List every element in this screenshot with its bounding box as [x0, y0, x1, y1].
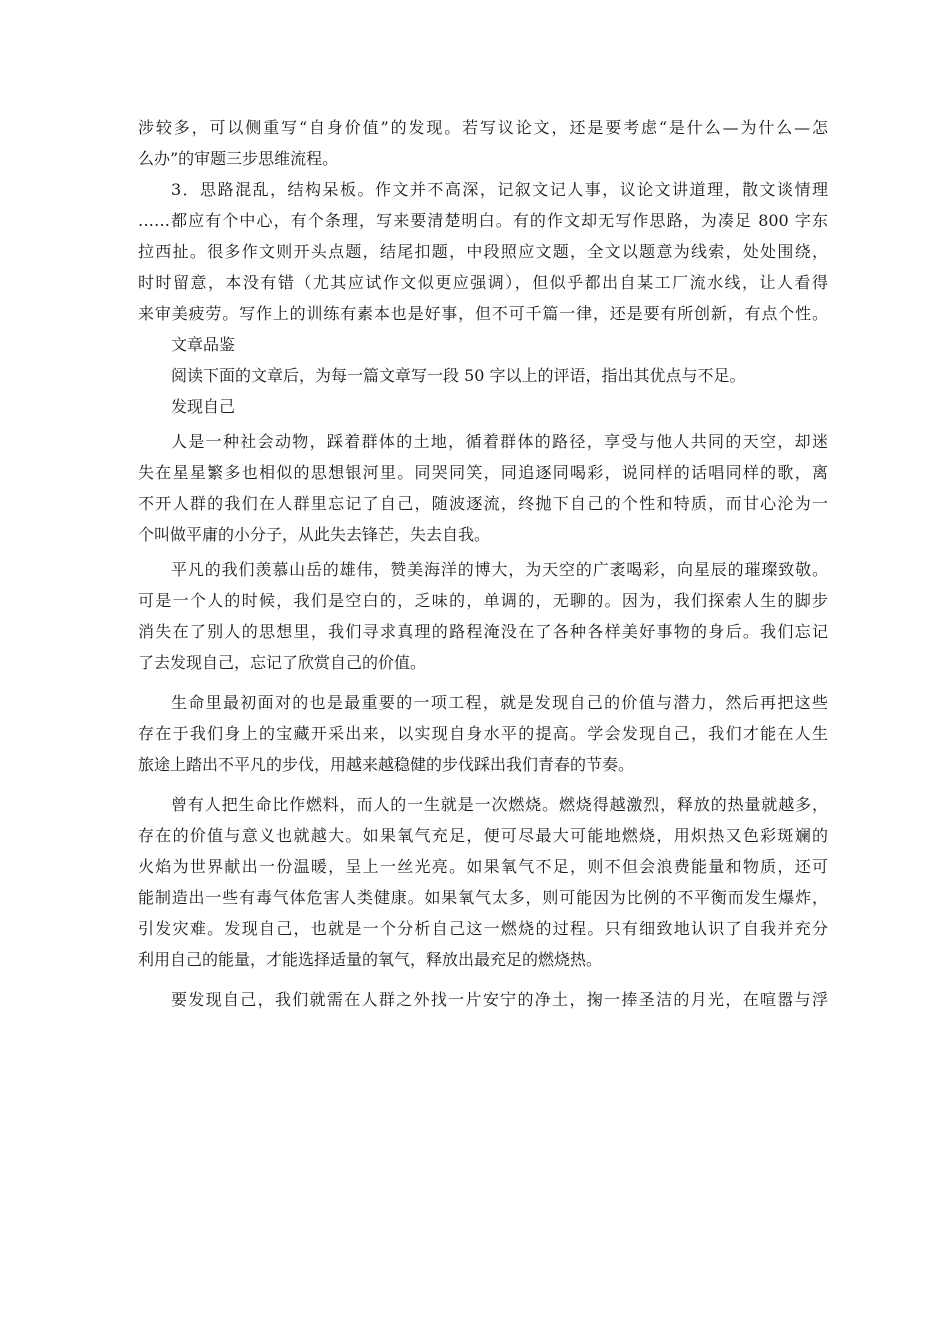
text-line: 火焰为世界献出一份温暖，呈上一丝光亮。如果氧气不足，则不但会浪费能量和物质，还可	[138, 857, 828, 876]
paragraph-structure-issue	[138, 174, 828, 329]
essay-title-text: 发现自己	[171, 397, 236, 416]
text-line: 来审美疲劳。写作上的训练有素本也是好事，但不可千篇一律，还是要有所创新，有点个性。	[138, 304, 828, 323]
text-line: 么办”的审题三步思维流程。	[138, 149, 339, 168]
text-line: 平凡的我们羡慕山岳的雄伟，赞美海洋的博大，为天空的广袤喝彩，向星辰的璀璨致敬。	[171, 560, 828, 579]
paragraph-continuation	[138, 112, 828, 174]
instruction-text: 阅读下面的文章后，为每一篇文章写一段 50 字以上的评语，指出其优点与不足。	[171, 366, 746, 385]
text-line: 利用自己的能量，才能选择适量的氧气，释放出最充足的燃烧热。	[138, 950, 603, 969]
text-line: 生命里最初面对的也是最重要的一项工程，就是发现自己的价值与潜力，然后再把这些	[171, 693, 828, 712]
text-line: 涉较多，可以侧重写“自身价值”的发现。若写议论文，还是要考虑“是什么—为什么—怎	[138, 118, 828, 137]
section-heading	[138, 329, 828, 360]
text-line: 3．思路混乱，结构呆板。作文并不高深，记叙文记人事，议论文讲道理，散文谈情理	[171, 180, 828, 199]
document-page	[138, 112, 828, 1015]
essay-paragraph	[138, 984, 828, 1015]
essay-paragraph	[138, 789, 828, 975]
instruction	[138, 360, 828, 391]
text-line: 能制造出一些有毒气体危害人类健康。如果氧气太多，则可能因为比例的不平衡而发生爆炸，	[138, 888, 828, 907]
essay-paragraph	[138, 687, 828, 780]
text-line: 旅途上踏出不平凡的步伐，用越来越稳健的步伐踩出我们青春的节奏。	[138, 755, 635, 774]
text-line: 拉西扯。很多作文则开头点题，结尾扣题，中段照应文题，全文以题意为线索，处处围绕，	[138, 242, 828, 261]
text-line: 存在的价值与意义也就越大。如果氧气充足，便可尽最大可能地燃烧，用炽热又色彩斑斓的	[138, 826, 828, 845]
essay-paragraph	[138, 554, 828, 678]
text-line: 引发灾难。发现自己，也就是一个分析自己这一燃烧的过程。只有细致地认识了自我并充分	[138, 919, 828, 938]
text-line: 要发现自己，我们就需在人群之外找一片安宁的净土，掬一捧圣洁的月光，在喧嚣与浮	[171, 990, 828, 1009]
text-line: 人是一种社会动物，踩着群体的土地，循着群体的路径，享受与他人共同的天空，却迷	[171, 432, 828, 451]
text-line: 存在于我们身上的宝藏开采出来，以实现自身水平的提高。学会发现自己，我们才能在人生	[138, 724, 828, 743]
text-line: 不开人群的我们在人群里忘记了自己，随波逐流，终抛下自己的个性和特质，而甘心沦为一	[138, 494, 828, 513]
text-line: 消失在了别人的思想里，我们寻求真理的路程淹没在了各种各样美好事物的身后。我们忘记	[138, 622, 828, 641]
section-heading-text: 文章品鉴	[171, 335, 236, 354]
text-line: ……都应有个中心，有个条理，写来要清楚明白。有的作文却无写作思路，为凑足 800 字东	[138, 211, 828, 230]
text-line: 个叫做平庸的小分子，从此失去锋芒，失去自我。	[138, 525, 491, 544]
text-line: 可是一个人的时候，我们是空白的，乏味的，单调的，无聊的。因为，我们探索人生的脚步	[138, 591, 828, 610]
text-line: 失在星星繁多也相似的思想银河里。同哭同笑，同追逐同喝彩，说同样的话唱同样的歌，离	[138, 463, 828, 482]
text-line: 曾有人把生命比作燃料，而人的一生就是一次燃烧。燃烧得越激烈，释放的热量就越多，	[171, 795, 828, 814]
essay-title	[138, 391, 828, 422]
text-line: 时时留意，本没有错（尤其应试作文似更应强调），但似乎都出自某工厂流水线，让人看得	[138, 273, 828, 292]
essay-paragraph	[138, 426, 828, 550]
text-line: 了去发现自己，忘记了欣赏自己的价值。	[138, 653, 427, 672]
